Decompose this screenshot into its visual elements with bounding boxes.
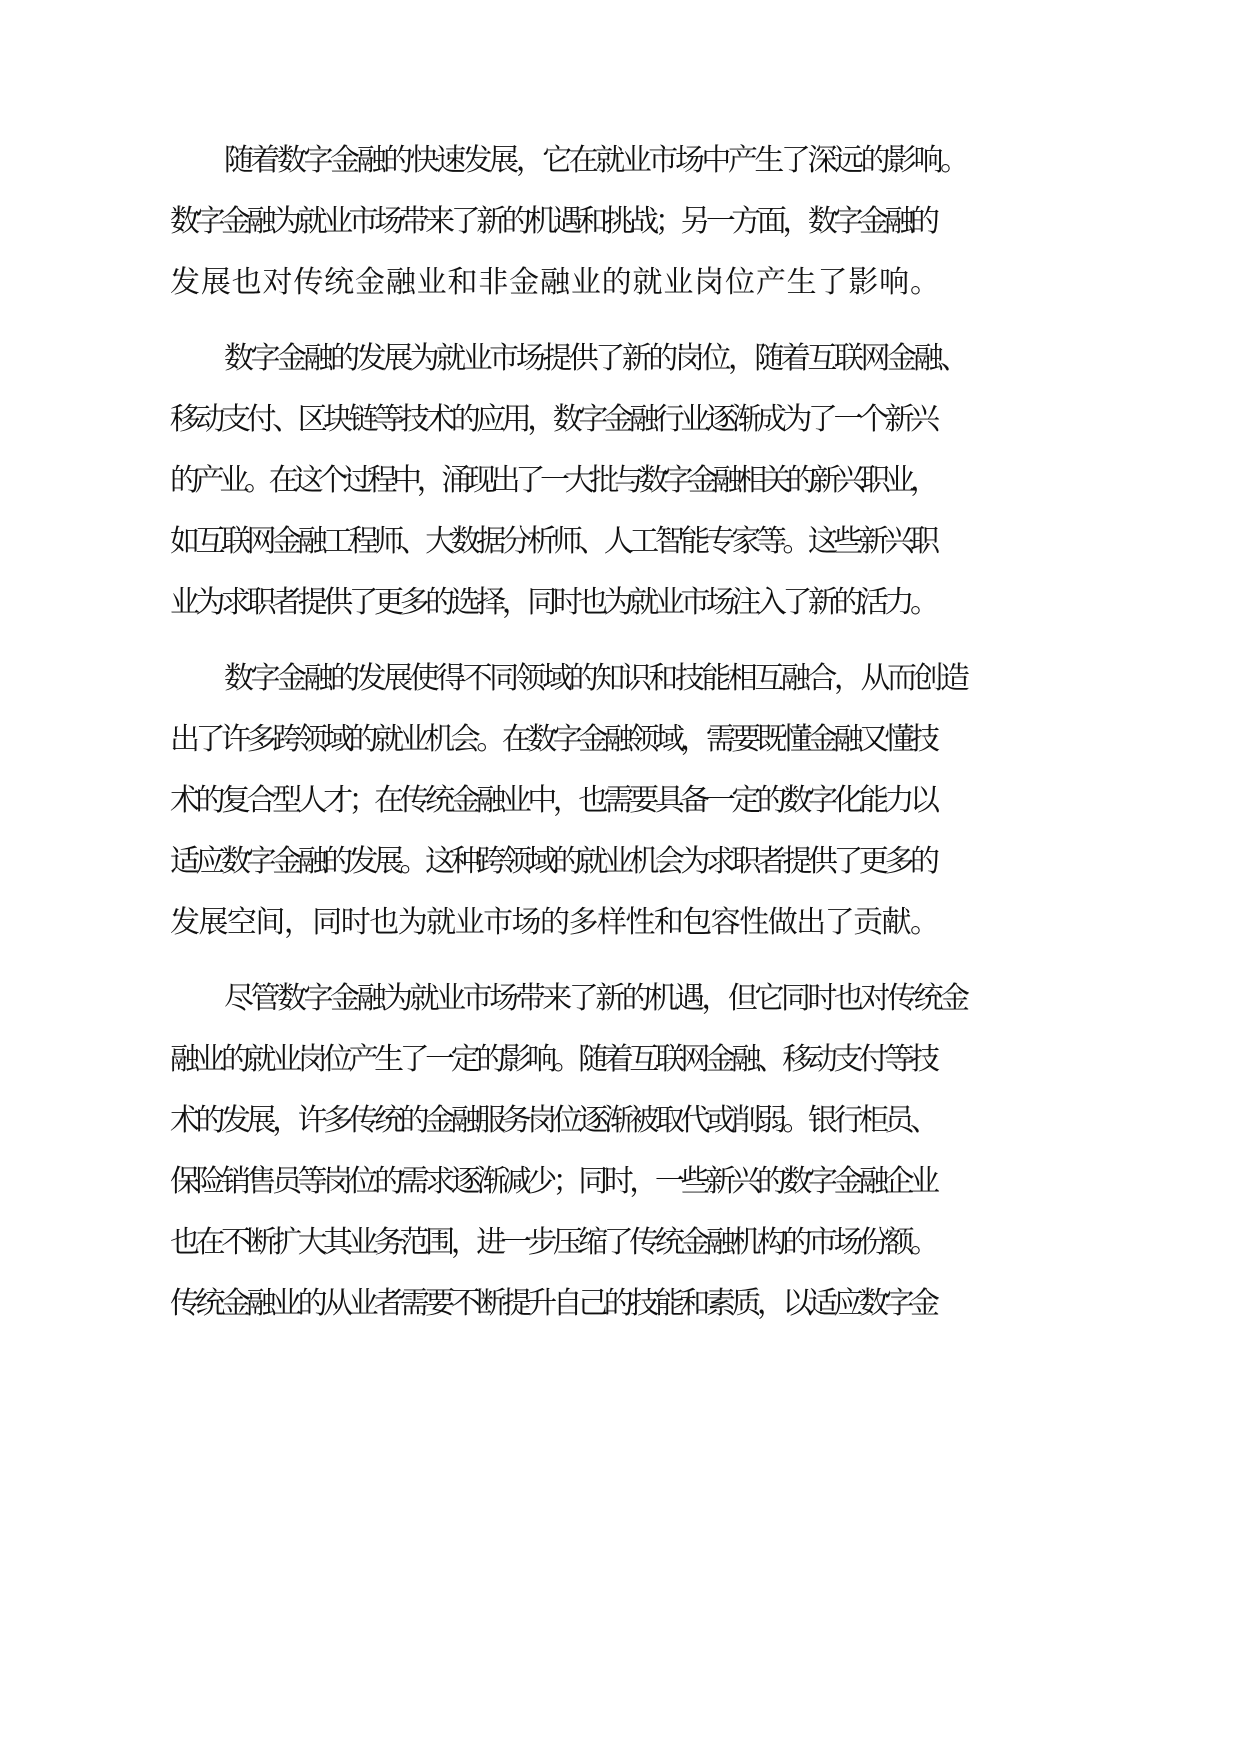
- paragraph-4-line-4: 保险销售员等岗位的需求逐渐减少；同时，一些新兴的数字金融企业: [170, 1164, 936, 1199]
- paragraph-1-line-1: 随着数字金融的快速发展，它在就业市场中产生了深远的影响。: [224, 143, 967, 178]
- paragraph-2-line-2: 移动支付、区块链等技术的应用，数字金融行业逐渐成为了一个新兴: [170, 402, 936, 437]
- paragraph-3-line-4: 适应数字金融的发展。这种跨领域的就业机会为求职者提供了更多的: [170, 844, 936, 879]
- paragraph-3-line-2: 出了许多跨领域的就业机会。在数字金融领域，需要既懂金融又懂技: [170, 722, 936, 757]
- paragraph-2-line-1: 数字金融的发展为就业市场提供了新的岗位，随着互联网金融、: [224, 341, 967, 376]
- paragraph-4-line-6: 传统金融业的从业者需要不断提升自己的技能和素质，以适应数字金: [170, 1286, 936, 1321]
- paragraph-4-line-2: 融业的就业岗位产生了一定的影响。随着互联网金融、移动支付等技: [170, 1042, 936, 1077]
- paragraph-2-line-5: 业为求职者提供了更多的选择，同时也为就业市场注入了新的活力。: [170, 585, 936, 620]
- paragraph-3-line-3: 术的复合型人才；在传统金融业中，也需要具备一定的数字化能力以: [170, 783, 936, 818]
- paragraph-4-line-3: 术的发展，许多传统的金融服务岗位逐渐被取代或削弱。银行柜员、: [170, 1103, 936, 1138]
- paragraph-1-line-3: 发展也对传统金融业和非金融业的就业岗位产生了影响。: [170, 265, 941, 300]
- paragraph-2-line-4: 如互联网金融工程师、大数据分析师、人工智能专家等。这些新兴职: [170, 524, 936, 559]
- paragraph-4-line-5: 也在不断扩大其业务范围，进一步压缩了传统金融机构的市场份额。: [170, 1225, 936, 1260]
- paragraph-3-line-5: 发展空间，同时也为就业市场的多样性和包容性做出了贡献。: [170, 905, 939, 940]
- paragraph-3-line-1: 数字金融的发展使得不同领域的知识和技能相互融合，从而创造: [224, 661, 967, 696]
- paragraph-2-line-3: 的产业。在这个过程中，涌现出了一大批与数字金融相关的新兴职业，: [170, 463, 935, 498]
- paragraph-4-line-1: 尽管数字金融为就业市场带来了新的机遇，但它同时也对传统金: [224, 981, 967, 1016]
- paragraph-1-line-2: 数字金融为就业市场带来了新的机遇和挑战；另一方面，数字金融的: [170, 204, 936, 239]
